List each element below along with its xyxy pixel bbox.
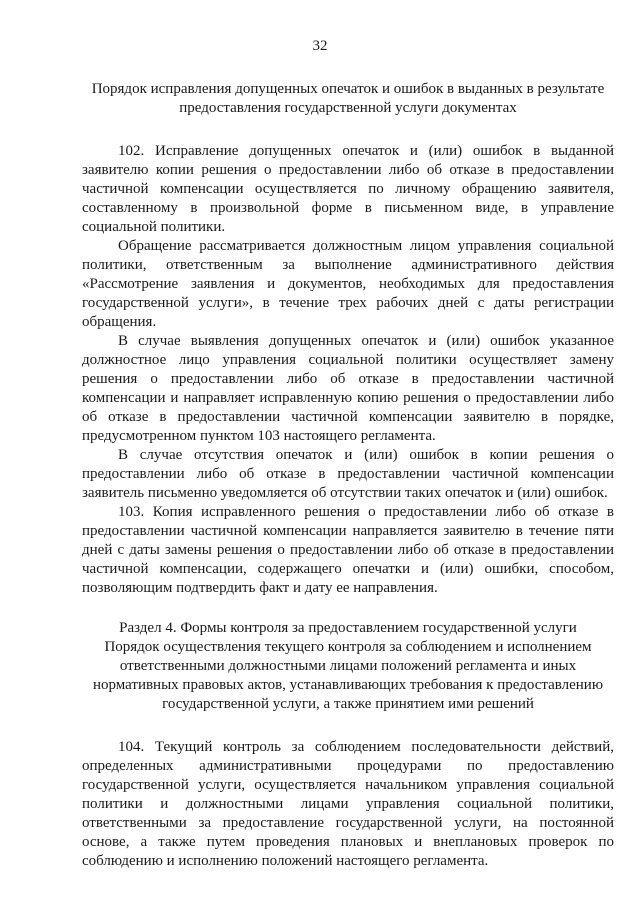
- paragraph-104: 104. Текущий контроль за соблюдением последовательности действий, определенных административными процедурами по предоставлению государственной услуги, осуществляется начальником управления социальной политики и должностными лицами управления социальной политики, ответственными за предоставление государственной услуги, на постоянной основе, а также путем проведения плановых и внеплановых проверок по соблюдению и исполнению положений настоящего регламента.: [82, 739, 614, 869]
- paragraph-appeal-review: Обращение рассматривается должностным лицом управления социальной политики, ответственным за выполнение административного действия «Рассмотрение заявления и документов, необходимых для предоставления государственной услуги», в течение трех рабочих дней с даты регистрации обращения.: [82, 238, 614, 330]
- section-heading-corrections: Порядок исправления допущенных опечаток и ошибок в выданных в результате предоставления государственной услуги документах: [91, 81, 605, 116]
- section-heading-control: [82, 619, 614, 714]
- document-body: [82, 80, 614, 871]
- section-4-title: Раздел 4. Формы контроля за предоставлением государственной услуги: [119, 620, 577, 636]
- current-control-subtitle: Порядок осуществления текущего контроля за соблюдением и исполнением ответственными должностными лицами положений регламента и иных нормативных правовых актов, устанавливающих требования к предоставлению государственной услуги, а также принятием ими решений: [92, 639, 604, 712]
- paragraph-102: 102. Исправление допущенных опечаток и (или) ошибок в выданной заявителю копии решения о предоставлении либо об отказе в предоставлении частичной компенсации осуществляется по личному обращению заявителя, составленному в произвольной форме в письменном виде, в управление социальной политики.: [82, 143, 614, 235]
- paragraph-errors-found: В случае выявления допущенных опечаток и (или) ошибок указанное должностное лицо управления социальной политики осуществляет замену решения о предоставлении либо об отказе в предоставлении частичной компенсации и направляет исправленную копию решения о предоставлении либо об отказе в предоставлении частичной компенсации заявителю в порядке, предусмотренном пунктом 103 настоящего регламента.: [82, 333, 614, 444]
- paragraph-no-errors: В случае отсутствия опечаток и (или) ошибок в копии решения о предоставлении либо об отказе в предоставлении частичной компенсации заявитель письменно уведомляется об отсутствии таких опечаток и (или) ошибок.: [82, 447, 614, 501]
- paragraph-103: 103. Копия исправленного решения о предоставлении либо об отказе в предоставлении частичной компенсации направляется заявителю в течение пяти дней с даты замены решения о предоставлении либо об отказе в предоставлении частичной компенсации, содержащего опечатки и (или) ошибки, способом, позволяющим подтвердить факт и дату ее направления.: [82, 504, 614, 596]
- page-number: 32: [312, 38, 328, 54]
